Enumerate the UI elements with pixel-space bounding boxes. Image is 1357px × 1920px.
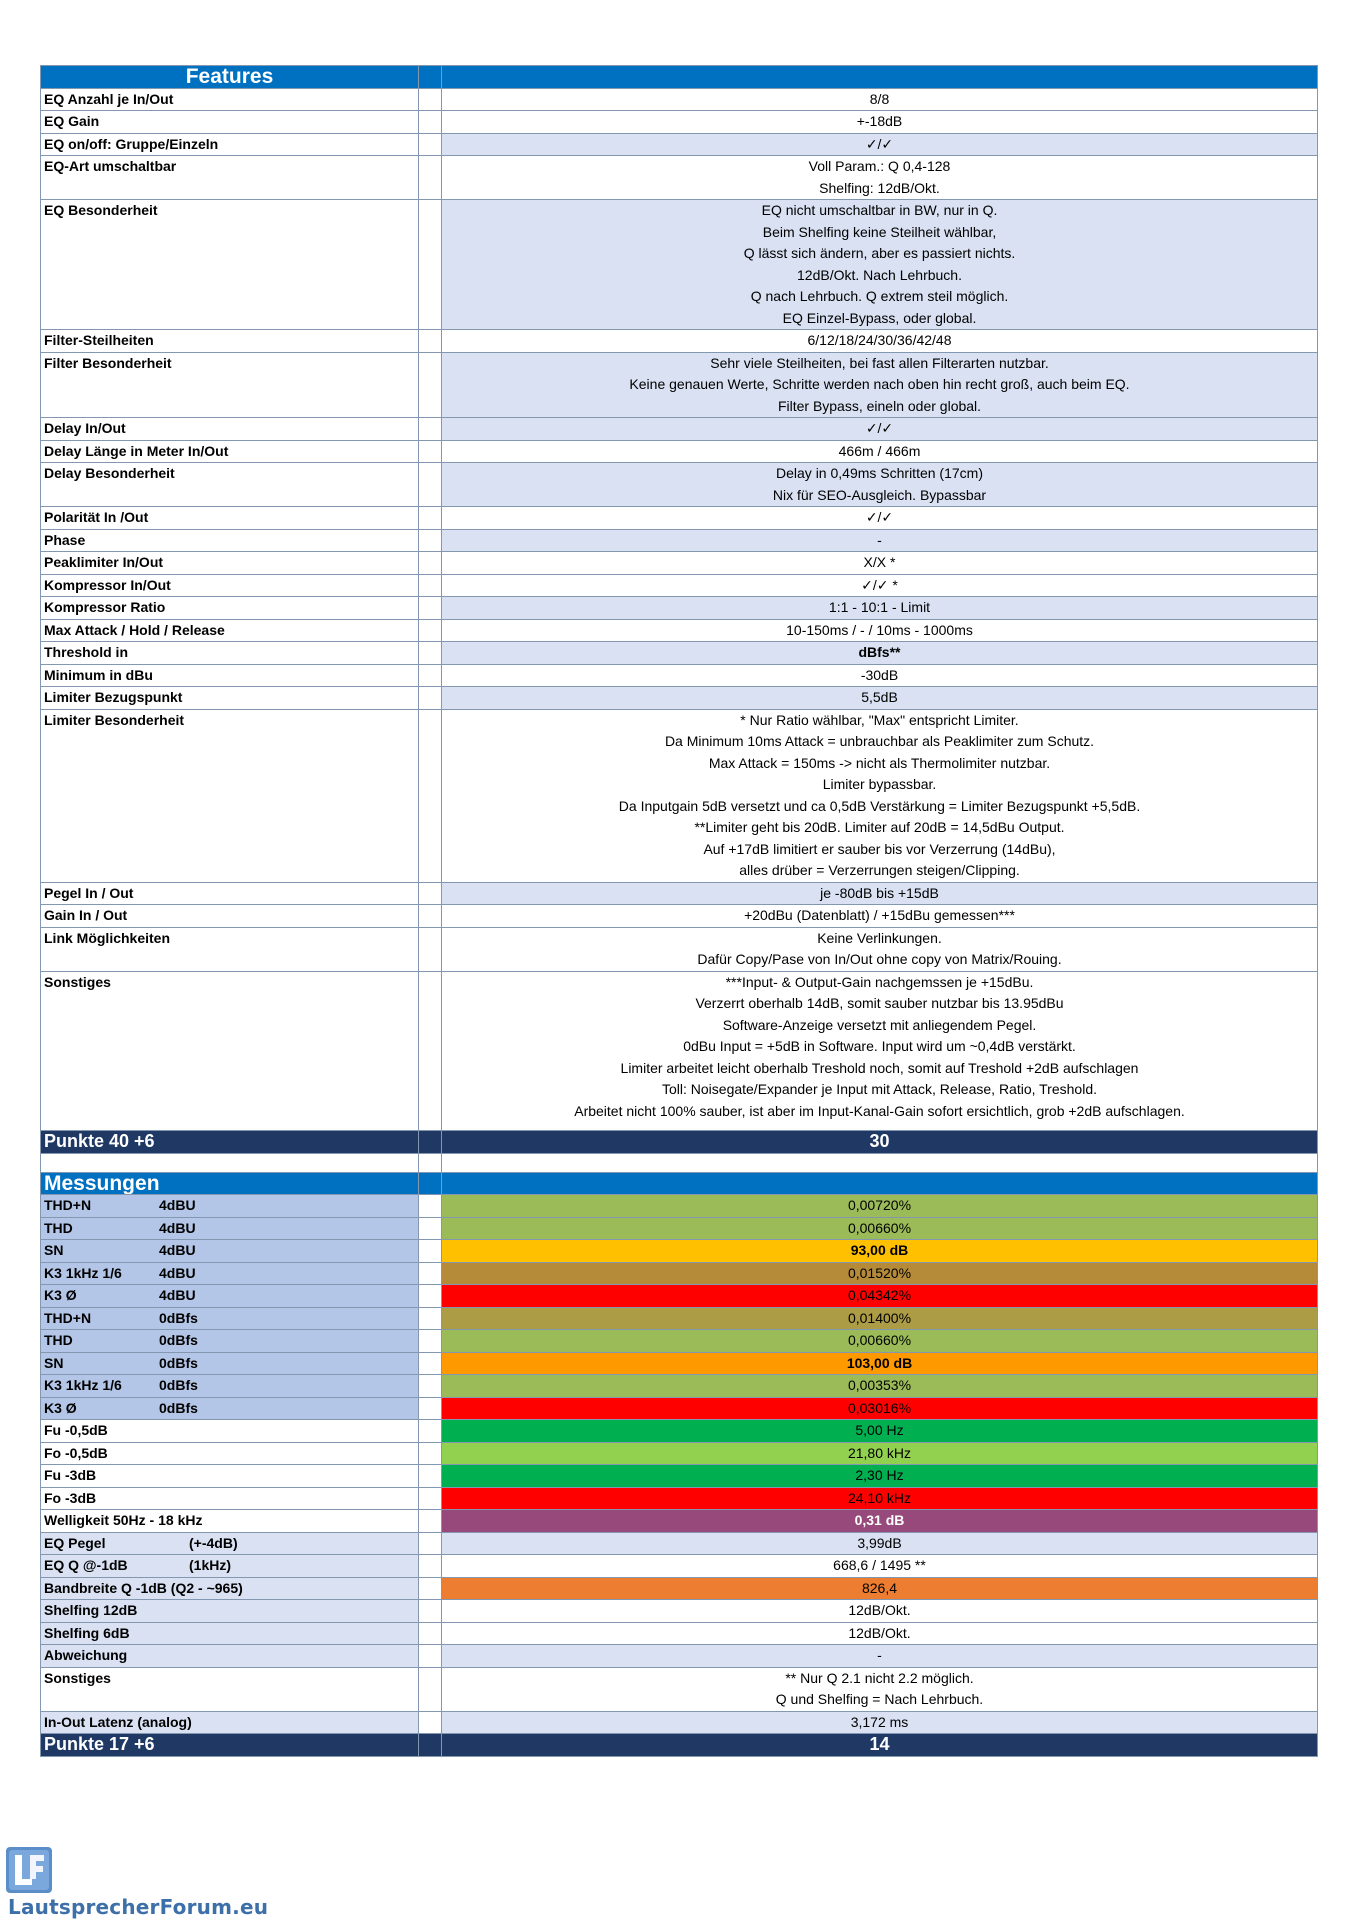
measurement-spacer-cell bbox=[419, 1375, 442, 1398]
feature-value-line: EQ Einzel-Bypass, oder global. bbox=[782, 309, 977, 326]
measurement-condition: (+-4dB) bbox=[189, 1534, 238, 1551]
measurement-spacer-cell bbox=[419, 1510, 442, 1533]
measurement-spacer-cell bbox=[419, 1420, 442, 1443]
measurement-row bbox=[41, 1510, 1318, 1533]
feature-row bbox=[41, 440, 1318, 463]
feature-value-line: Shelfing: 12dB/Okt. bbox=[819, 179, 940, 196]
measurement-label bbox=[41, 1195, 419, 1218]
measurement-spacer-cell bbox=[419, 1645, 442, 1668]
feature-value bbox=[442, 507, 1318, 530]
measurement-label bbox=[41, 1667, 419, 1711]
measurement-row bbox=[41, 1711, 1318, 1734]
section-header bbox=[41, 66, 1318, 89]
feature-value-line: Keine genauen Werte, Schritte werden nach oben hin recht groß, auch beim EQ. bbox=[629, 376, 1130, 392]
measurement-row bbox=[41, 1555, 1318, 1578]
measurement-name: SN bbox=[44, 1354, 64, 1371]
feature-value-line: Da Minimum 10ms Attack = unbrauchbar als Peaklimiter zum Schutz. bbox=[664, 733, 1095, 749]
score-value: 30 bbox=[442, 1131, 1318, 1154]
measurement-row bbox=[41, 1352, 1318, 1375]
measurement-condition: 0dBfs bbox=[159, 1399, 198, 1416]
measurement-spacer-cell bbox=[419, 1195, 442, 1218]
feature-value bbox=[442, 352, 1318, 418]
measurement-row bbox=[41, 1262, 1318, 1285]
measurement-value: 103,00 dB bbox=[442, 1352, 1318, 1375]
feature-value-line: Voll Param.: Q 0,4-128 bbox=[808, 158, 951, 174]
feature-spacer-cell bbox=[419, 597, 442, 620]
feature-value-line: - bbox=[877, 531, 882, 548]
feature-value-line: 5,5dB bbox=[861, 689, 898, 705]
feature-spacer-cell bbox=[419, 133, 442, 156]
measurement-condition: 4dBU bbox=[159, 1219, 196, 1236]
feature-value-line: Filter Bypass, eineln oder global. bbox=[777, 397, 982, 414]
feature-value-line: je -80dB bis +15dB bbox=[820, 884, 939, 901]
measurement-spacer-cell bbox=[419, 1487, 442, 1510]
measurement-row bbox=[41, 1667, 1318, 1711]
feature-value-line: Q nach Lehrbuch. Q extrem steil möglich. bbox=[750, 288, 1009, 304]
feature-row bbox=[41, 418, 1318, 441]
measurement-spacer-cell bbox=[419, 1397, 442, 1420]
measurement-label bbox=[41, 1532, 419, 1555]
feature-label: EQ-Art umschaltbar bbox=[41, 156, 419, 200]
feature-value-line: Limiter arbeitet leicht oberhalb Treshold noch, somit auf Treshold +2dB aufschlagen bbox=[620, 1059, 1139, 1076]
measurement-name: K3 Ø bbox=[44, 1399, 77, 1416]
measurement-value: 0,04342% bbox=[442, 1285, 1318, 1308]
measurement-value: 2,30 Hz bbox=[442, 1465, 1318, 1488]
feature-value-line: 10-150ms / - / 10ms - 1000ms bbox=[786, 621, 973, 638]
feature-value-line: 6/12/18/24/30/36/42/48 bbox=[807, 332, 952, 348]
feature-value-line: Delay in 0,49ms Schritten (17cm) bbox=[776, 465, 983, 481]
feature-value-line: 1:1 - 10:1 - Limit bbox=[828, 599, 931, 615]
feature-row bbox=[41, 905, 1318, 928]
measurement-value: 3,172 ms bbox=[442, 1711, 1318, 1734]
measurement-spacer-cell bbox=[419, 1217, 442, 1240]
feature-value-line: Nix für SEO-Ausgleich. Bypassbar bbox=[772, 486, 987, 503]
measurement-row bbox=[41, 1217, 1318, 1240]
feature-value-line: ✓/✓ bbox=[865, 420, 894, 436]
feature-spacer-cell bbox=[419, 687, 442, 710]
measurement-condition: 0dBfs bbox=[159, 1354, 198, 1371]
feature-spacer-cell bbox=[419, 200, 442, 330]
feature-row bbox=[41, 507, 1318, 530]
measurement-name: K3 1kHz 1/6 bbox=[44, 1377, 122, 1393]
score-label: Punkte 17 +6 bbox=[41, 1734, 419, 1757]
feature-label: Delay In/Out bbox=[41, 418, 419, 441]
feature-value bbox=[442, 200, 1318, 330]
measurement-name: In-Out Latenz (analog) bbox=[44, 1713, 192, 1730]
score-spacer-cell bbox=[419, 1131, 442, 1154]
measurement-label bbox=[41, 1240, 419, 1263]
feature-row bbox=[41, 156, 1318, 200]
measurement-value: 0,00660% bbox=[442, 1217, 1318, 1240]
feature-label: Minimum in dBu bbox=[41, 664, 419, 687]
measurement-name: Abweichung bbox=[44, 1647, 128, 1663]
feature-spacer-cell bbox=[419, 709, 442, 882]
score-row bbox=[41, 1131, 1318, 1154]
feature-label: Limiter Besonderheit bbox=[41, 709, 419, 882]
feature-spacer-cell bbox=[419, 971, 442, 1131]
feature-value-line: **Limiter geht bis 20dB. Limiter auf 20dB = 14,5dBu Output. bbox=[694, 819, 1065, 835]
measurement-name: Welligkeit 50Hz - 18 kHz bbox=[44, 1512, 203, 1528]
measurement-row bbox=[41, 1307, 1318, 1330]
section-fill-cell bbox=[442, 1172, 1318, 1195]
feature-value-line: +20dBu (Datenblatt) / +15dBu gemessen*** bbox=[744, 907, 1015, 923]
feature-row bbox=[41, 882, 1318, 905]
feature-value bbox=[442, 529, 1318, 552]
measurement-value: - bbox=[442, 1645, 1318, 1668]
measurement-label bbox=[41, 1330, 419, 1353]
feature-value bbox=[442, 330, 1318, 353]
measurement-label bbox=[41, 1352, 419, 1375]
feature-value bbox=[442, 664, 1318, 687]
measurement-label bbox=[41, 1307, 419, 1330]
feature-label: Max Attack / Hold / Release bbox=[41, 619, 419, 642]
measurement-value: 0,00720% bbox=[442, 1195, 1318, 1218]
measurement-row bbox=[41, 1285, 1318, 1308]
measurement-label bbox=[41, 1622, 419, 1645]
feature-spacer-cell bbox=[419, 507, 442, 530]
section-fill-cell bbox=[442, 66, 1318, 89]
measurement-row bbox=[41, 1195, 1318, 1218]
measurement-name: Bandbreite Q -1dB (Q2 - ~965) bbox=[44, 1579, 243, 1596]
spreadsheet-table bbox=[40, 65, 1318, 1757]
measurement-label bbox=[41, 1487, 419, 1510]
measurement-spacer-cell bbox=[419, 1352, 442, 1375]
feature-label: Link Möglichkeiten bbox=[41, 927, 419, 971]
spacer-cell bbox=[442, 1153, 1318, 1172]
measurement-row bbox=[41, 1645, 1318, 1668]
measurement-row bbox=[41, 1442, 1318, 1465]
feature-label: EQ Anzahl je In/Out bbox=[41, 88, 419, 111]
measurement-value bbox=[442, 1667, 1318, 1711]
feature-value-line: Limiter bypassbar. bbox=[822, 776, 937, 792]
measurement-label bbox=[41, 1375, 419, 1398]
feature-value bbox=[442, 709, 1318, 882]
measurement-name: Fo -3dB bbox=[44, 1489, 97, 1506]
measurement-spacer-cell bbox=[419, 1711, 442, 1734]
measurement-name: SN bbox=[44, 1242, 64, 1258]
measurement-value: 0,01520% bbox=[442, 1262, 1318, 1285]
measurement-spacer-cell bbox=[419, 1262, 442, 1285]
measurement-row bbox=[41, 1397, 1318, 1420]
measurement-value: 93,00 dB bbox=[442, 1240, 1318, 1263]
section-title: Features bbox=[41, 66, 419, 89]
measurement-name: THD bbox=[44, 1219, 73, 1236]
feature-value bbox=[442, 597, 1318, 620]
measurement-value: 12dB/Okt. bbox=[442, 1622, 1318, 1645]
measurement-label bbox=[41, 1510, 419, 1533]
feature-value bbox=[442, 971, 1318, 1131]
measurement-condition: 0dBfs bbox=[159, 1309, 198, 1326]
feature-spacer-cell bbox=[419, 882, 442, 905]
measurement-spacer-cell bbox=[419, 1577, 442, 1600]
feature-label: EQ on/off: Gruppe/Einzeln bbox=[41, 133, 419, 156]
feature-spacer-cell bbox=[419, 552, 442, 575]
feature-value-line: Verzerrt oberhalb 14dB, somit sauber nutzbar bis 13.95dBu bbox=[695, 995, 1064, 1011]
measurement-name: THD+N bbox=[44, 1309, 92, 1326]
feature-value bbox=[442, 574, 1318, 597]
measurement-name: EQ Pegel bbox=[44, 1534, 106, 1551]
measurement-label bbox=[41, 1711, 419, 1734]
measurement-condition: 4dBU bbox=[159, 1264, 196, 1281]
feature-label: Delay Besonderheit bbox=[41, 463, 419, 507]
measurement-label bbox=[41, 1600, 419, 1623]
feature-spacer-cell bbox=[419, 927, 442, 971]
section-header bbox=[41, 1172, 1318, 1195]
measurement-row bbox=[41, 1240, 1318, 1263]
feature-value-line: Arbeitet nicht 100% sauber, ist aber im Input-Kanal-Gain sofort ersichtlich, grob +2dB aufschlagen. bbox=[574, 1102, 1185, 1119]
feature-label: Phase bbox=[41, 529, 419, 552]
measurement-name: THD bbox=[44, 1332, 73, 1348]
measurement-name: THD+N bbox=[44, 1197, 92, 1213]
feature-value-line: 8/8 bbox=[869, 90, 890, 107]
feature-row bbox=[41, 574, 1318, 597]
feature-value bbox=[442, 156, 1318, 200]
measurement-spacer-cell bbox=[419, 1667, 442, 1711]
feature-value bbox=[442, 687, 1318, 710]
feature-spacer-cell bbox=[419, 440, 442, 463]
feature-value-line: Toll: Noisegate/Expander je Input mit Attack, Release, Ratio, Treshold. bbox=[661, 1081, 1097, 1097]
feature-value-line: Sehr viele Steilheiten, bei fast allen Filterarten nutzbar. bbox=[710, 354, 1049, 371]
spacer-row bbox=[41, 1153, 1318, 1172]
measurement-value: 0,00660% bbox=[442, 1330, 1318, 1353]
feature-row bbox=[41, 664, 1318, 687]
feature-row bbox=[41, 111, 1318, 134]
logo-mark-icon bbox=[6, 1847, 52, 1893]
feature-value bbox=[442, 619, 1318, 642]
measurement-value: 5,00 Hz bbox=[442, 1420, 1318, 1443]
measurement-spacer-cell bbox=[419, 1307, 442, 1330]
measurement-label bbox=[41, 1285, 419, 1308]
measurement-name: EQ Q @-1dB bbox=[44, 1557, 128, 1573]
score-row bbox=[41, 1734, 1318, 1757]
measurement-value: 12dB/Okt. bbox=[442, 1600, 1318, 1623]
feature-spacer-cell bbox=[419, 619, 442, 642]
section-title: Messungen bbox=[41, 1172, 419, 1195]
feature-value-line: Max Attack = 150ms -> nicht als Thermolimiter nutzbar. bbox=[708, 754, 1051, 771]
measurement-row bbox=[41, 1600, 1318, 1623]
measurement-row bbox=[41, 1375, 1318, 1398]
measurement-value: 668,6 / 1495 ** bbox=[442, 1555, 1318, 1578]
feature-label: Gain In / Out bbox=[41, 905, 419, 928]
measurement-spacer-cell bbox=[419, 1465, 442, 1488]
measurement-value: 0,01400% bbox=[442, 1307, 1318, 1330]
section-spacer-cell bbox=[419, 1172, 442, 1195]
feature-spacer-cell bbox=[419, 88, 442, 111]
measurement-value: 0,03016% bbox=[442, 1397, 1318, 1420]
measurement-condition: (1kHz) bbox=[189, 1557, 232, 1573]
score-spacer-cell bbox=[419, 1734, 442, 1757]
measurement-label bbox=[41, 1397, 419, 1420]
logo-site-name: LautsprecherForum.eu bbox=[8, 1895, 269, 1919]
feature-value-line: ***Input- & Output-Gain nachgemssen je +15dBu. bbox=[725, 973, 1034, 990]
feature-label: Filter Besonderheit bbox=[41, 352, 419, 418]
measurement-condition: 4dBU bbox=[159, 1242, 196, 1258]
feature-row bbox=[41, 200, 1318, 330]
measurement-row bbox=[41, 1330, 1318, 1353]
feature-value-line: dBfs** bbox=[858, 644, 901, 660]
measurement-label bbox=[41, 1420, 419, 1443]
feature-spacer-cell bbox=[419, 574, 442, 597]
feature-value-line: 0dBu Input = +5dB in Software. Input wird um ~0,4dB verstärkt. bbox=[683, 1038, 1076, 1054]
table-body bbox=[41, 66, 1318, 1757]
feature-value bbox=[442, 927, 1318, 971]
feature-spacer-cell bbox=[419, 418, 442, 441]
feature-row bbox=[41, 597, 1318, 620]
feature-label: Limiter Bezugspunkt bbox=[41, 687, 419, 710]
score-value: 14 bbox=[442, 1734, 1318, 1757]
measurement-value: 21,80 kHz bbox=[442, 1442, 1318, 1465]
measurement-spacer-cell bbox=[419, 1555, 442, 1578]
feature-spacer-cell bbox=[419, 156, 442, 200]
feature-value-line: Da Inputgain 5dB versetzt und ca 0,5dB Verstärkung = Limiter Bezugspunkt +5,5dB. bbox=[618, 797, 1141, 814]
feature-spacer-cell bbox=[419, 330, 442, 353]
feature-spacer-cell bbox=[419, 529, 442, 552]
measurement-row bbox=[41, 1465, 1318, 1488]
measurement-condition: 0dBfs bbox=[159, 1377, 198, 1393]
feature-spacer-cell bbox=[419, 111, 442, 134]
feature-label: EQ Besonderheit bbox=[41, 200, 419, 330]
feature-value-line: Software-Anzeige versetzt mit anliegendem Pegel. bbox=[722, 1016, 1037, 1033]
feature-label: Delay Länge in Meter In/Out bbox=[41, 440, 419, 463]
feature-value-line: -30dB bbox=[860, 666, 899, 683]
feature-value bbox=[442, 133, 1318, 156]
measurement-name: K3 Ø bbox=[44, 1287, 77, 1303]
measurement-condition: 4dBU bbox=[159, 1197, 196, 1213]
feature-value-line: 12dB/Okt. Nach Lehrbuch. bbox=[797, 266, 962, 283]
feature-spacer-cell bbox=[419, 664, 442, 687]
score-label: Punkte 40 +6 bbox=[41, 1131, 419, 1154]
feature-value-line: EQ nicht umschaltbar in BW, nur in Q. bbox=[761, 202, 998, 218]
feature-row bbox=[41, 709, 1318, 882]
measurement-value: 24,10 kHz bbox=[442, 1487, 1318, 1510]
measurement-name: Fu -0,5dB bbox=[44, 1422, 108, 1438]
feature-label: Pegel In / Out bbox=[41, 882, 419, 905]
measurement-spacer-cell bbox=[419, 1330, 442, 1353]
measurement-label bbox=[41, 1262, 419, 1285]
feature-value-line: ✓/✓ bbox=[865, 135, 894, 152]
feature-value-line: Keine Verlinkungen. bbox=[817, 929, 942, 946]
feature-row bbox=[41, 88, 1318, 111]
feature-row bbox=[41, 687, 1318, 710]
feature-value bbox=[442, 552, 1318, 575]
feature-value bbox=[442, 418, 1318, 441]
measurement-value: 0,00353% bbox=[442, 1375, 1318, 1398]
feature-value bbox=[442, 905, 1318, 928]
measurement-spacer-cell bbox=[419, 1600, 442, 1623]
feature-value bbox=[442, 463, 1318, 507]
measurement-label bbox=[41, 1555, 419, 1578]
feature-value-line: * Nur Ratio wählbar, "Max" entspricht Limiter. bbox=[740, 711, 1019, 728]
measurement-value: 3,99dB bbox=[442, 1532, 1318, 1555]
feature-value-line: Q lässt sich ändern, aber es passiert nichts. bbox=[743, 245, 1016, 261]
feature-value-line: ✓/✓ bbox=[865, 509, 894, 525]
feature-row bbox=[41, 463, 1318, 507]
feature-row bbox=[41, 133, 1318, 156]
feature-value bbox=[442, 642, 1318, 665]
section-spacer-cell bbox=[419, 66, 442, 89]
measurement-label bbox=[41, 1465, 419, 1488]
feature-label: Threshold in bbox=[41, 642, 419, 665]
feature-value bbox=[442, 111, 1318, 134]
feature-spacer-cell bbox=[419, 642, 442, 665]
measurement-name: Sonstiges bbox=[44, 1669, 111, 1686]
feature-row bbox=[41, 352, 1318, 418]
feature-label: Sonstiges bbox=[41, 971, 419, 1131]
feature-value-line: Auf +17dB limitiert er sauber bis vor Verzerrung (14dBu), bbox=[703, 840, 1056, 857]
measurement-condition: 4dBU bbox=[159, 1287, 196, 1303]
feature-label: Kompressor In/Out bbox=[41, 574, 419, 597]
feature-value-line: X/X * bbox=[863, 554, 896, 570]
measurement-row bbox=[41, 1487, 1318, 1510]
measurement-spacer-cell bbox=[419, 1240, 442, 1263]
measurement-spacer-cell bbox=[419, 1285, 442, 1308]
measurement-name: Shelfing 12dB bbox=[44, 1602, 138, 1618]
feature-label: EQ Gain bbox=[41, 111, 419, 134]
feature-value bbox=[442, 882, 1318, 905]
feature-spacer-cell bbox=[419, 463, 442, 507]
feature-spacer-cell bbox=[419, 352, 442, 418]
measurement-spacer-cell bbox=[419, 1442, 442, 1465]
measurement-name: Fu -3dB bbox=[44, 1467, 97, 1483]
feature-row bbox=[41, 619, 1318, 642]
feature-row bbox=[41, 642, 1318, 665]
measurement-label bbox=[41, 1577, 419, 1600]
measurement-condition: 0dBfs bbox=[159, 1332, 198, 1348]
measurement-label bbox=[41, 1217, 419, 1240]
feature-row bbox=[41, 552, 1318, 575]
measurement-row bbox=[41, 1420, 1318, 1443]
measurement-row bbox=[41, 1577, 1318, 1600]
measurement-value-line: ** Nur Q 2.1 nicht 2.2 möglich. bbox=[785, 1669, 974, 1686]
feature-value-line: 466m / 466m bbox=[838, 442, 921, 459]
measurement-name: Fo -0,5dB bbox=[44, 1444, 108, 1461]
feature-row bbox=[41, 330, 1318, 353]
measurement-label bbox=[41, 1645, 419, 1668]
feature-value-line: alles drüber = Verzerrungen steigen/Clipping. bbox=[739, 862, 1020, 878]
feature-value-line: +-18dB bbox=[856, 113, 903, 129]
feature-value bbox=[442, 88, 1318, 111]
feature-row bbox=[41, 529, 1318, 552]
feature-row bbox=[41, 971, 1318, 1131]
logo bbox=[6, 1847, 269, 1919]
feature-label: Polarität In /Out bbox=[41, 507, 419, 530]
feature-value-line: Beim Shelfing keine Steilheit wählbar, bbox=[762, 223, 997, 240]
measurement-value: 0,31 dB bbox=[442, 1510, 1318, 1533]
feature-value-line: Dafür Copy/Pase von In/Out ohne copy von Matrix/Rouing. bbox=[697, 951, 1062, 967]
measurement-value: 826,4 bbox=[442, 1577, 1318, 1600]
measurement-name: Shelfing 6dB bbox=[44, 1624, 130, 1641]
feature-value bbox=[442, 440, 1318, 463]
feature-label: Kompressor Ratio bbox=[41, 597, 419, 620]
measurement-row bbox=[41, 1622, 1318, 1645]
measurement-spacer-cell bbox=[419, 1532, 442, 1555]
measurement-spacer-cell bbox=[419, 1622, 442, 1645]
feature-label: Filter-Steilheiten bbox=[41, 330, 419, 353]
feature-label: Peaklimiter In/Out bbox=[41, 552, 419, 575]
feature-row bbox=[41, 927, 1318, 971]
measurement-value-line: Q und Shelfing = Nach Lehrbuch. bbox=[775, 1691, 984, 1707]
measurement-label bbox=[41, 1442, 419, 1465]
spacer-cell bbox=[419, 1153, 442, 1172]
measurement-row bbox=[41, 1532, 1318, 1555]
spacer-cell bbox=[41, 1153, 419, 1172]
feature-spacer-cell bbox=[419, 905, 442, 928]
feature-value-line: ✓/✓ * bbox=[861, 576, 898, 593]
measurement-name: K3 1kHz 1/6 bbox=[44, 1264, 122, 1281]
